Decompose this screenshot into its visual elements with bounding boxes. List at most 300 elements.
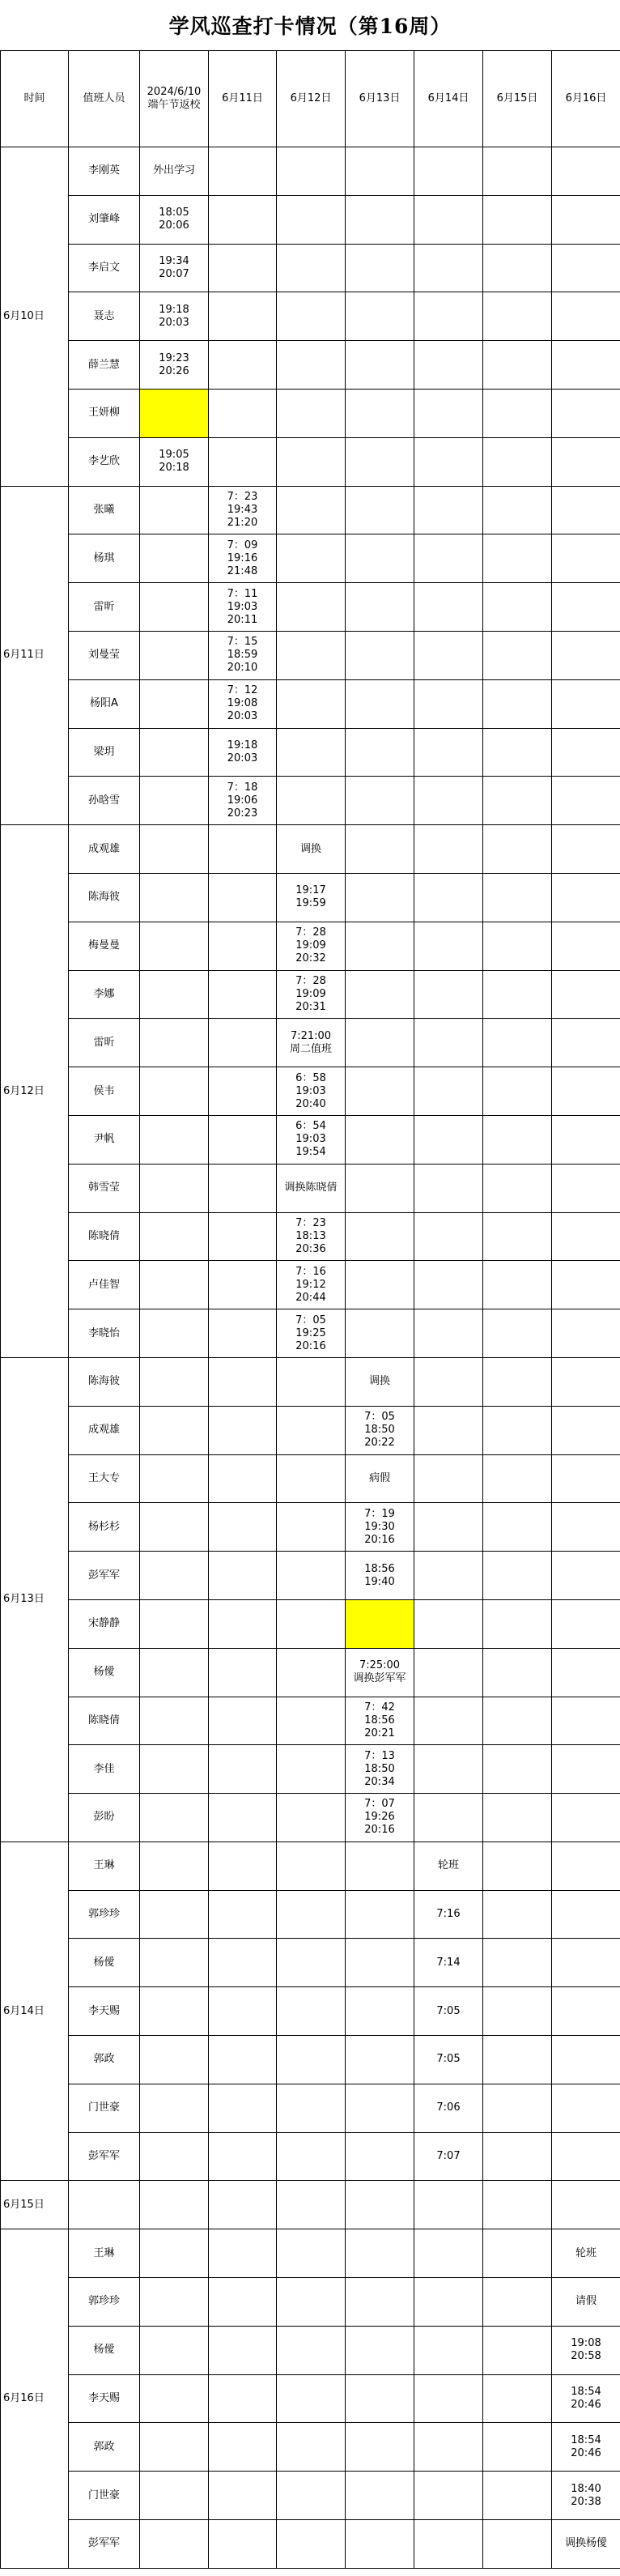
- checkin-cell: [277, 1454, 346, 1503]
- checkin-cell: [209, 1164, 277, 1212]
- person-name-cell: 门世豪: [69, 2084, 140, 2132]
- checkin-cell: [483, 2423, 552, 2472]
- checkin-cell: [414, 244, 483, 292]
- checkin-cell: [277, 1939, 346, 1987]
- checkin-cell: [140, 1309, 209, 1358]
- checkin-cell: [414, 486, 483, 534]
- checkin-cell: [483, 825, 552, 874]
- checkin-cell: [346, 292, 414, 341]
- checkin-cell: [346, 437, 414, 486]
- table-row: [1, 437, 620, 486]
- checkin-cell: [414, 728, 483, 777]
- checkin-cell: [483, 1503, 552, 1552]
- checkin-cell: [140, 922, 209, 970]
- checkin-cell: 7:05: [414, 2036, 483, 2084]
- checkin-cell: [346, 195, 414, 244]
- checkin-cell: [209, 1648, 277, 1697]
- checkin-cell: [346, 2036, 414, 2084]
- table-row: [1, 1067, 620, 1116]
- checkin-cell: [209, 1406, 277, 1454]
- table-row: [1, 1454, 620, 1503]
- checkin-cell: [552, 2181, 620, 2229]
- checkin-cell: [140, 534, 209, 583]
- checkin-cell: [346, 1115, 414, 1164]
- checkin-cell: [552, 1842, 620, 1890]
- checkin-cell: [346, 825, 414, 874]
- checkin-cell: [552, 873, 620, 922]
- table-row: [1, 1697, 620, 1745]
- checkin-cell: [483, 2374, 552, 2423]
- person-name-cell: 郭政: [69, 2036, 140, 2084]
- checkin-cell: 7:16: [414, 1890, 483, 1939]
- table-row: [1, 970, 620, 1019]
- header-date-7: 6月16日: [552, 51, 620, 147]
- table-row: [1, 2229, 620, 2278]
- table-row: [1, 1745, 620, 1794]
- checkin-cell: [277, 583, 346, 632]
- checkin-cell: [483, 2084, 552, 2132]
- checkin-cell: 7：16 19:12 20:44: [277, 1261, 346, 1309]
- checkin-cell: [552, 1406, 620, 1454]
- checkin-cell: [277, 1697, 346, 1745]
- checkin-cell: [209, 1503, 277, 1552]
- checkin-cell: [552, 389, 620, 437]
- checkin-cell: [346, 1164, 414, 1212]
- checkin-cell: [552, 728, 620, 777]
- checkin-cell: [414, 825, 483, 874]
- checkin-cell: [277, 2132, 346, 2181]
- header-date-3: 6月12日: [277, 51, 346, 147]
- checkin-cell: [483, 2181, 552, 2229]
- checkin-cell: [209, 2132, 277, 2181]
- checkin-cell: [209, 1794, 277, 1842]
- checkin-cell: [552, 437, 620, 486]
- table-row: [1, 825, 620, 874]
- highlighted-cell: [140, 389, 209, 437]
- checkin-cell: 18:05 20:06: [140, 195, 209, 244]
- checkin-cell: [552, 1987, 620, 2036]
- checkin-cell: [346, 679, 414, 728]
- person-name-cell: 李佳: [69, 1745, 140, 1794]
- table-row: [1, 1164, 620, 1212]
- checkin-cell: 7：28 19:09 20:31: [277, 970, 346, 1019]
- checkin-cell: [346, 2181, 414, 2229]
- checkin-cell: [483, 873, 552, 922]
- checkin-cell: [277, 1357, 346, 1406]
- person-name-cell: 王大专: [69, 1454, 140, 1503]
- table-row: [1, 1648, 620, 1697]
- checkin-cell: [346, 1212, 414, 1261]
- checkin-cell: [140, 1939, 209, 1987]
- table-row: [1, 583, 620, 632]
- checkin-cell: [552, 583, 620, 632]
- checkin-cell: [483, 1115, 552, 1164]
- checkin-cell: [277, 2036, 346, 2084]
- checkin-cell: [209, 2374, 277, 2423]
- checkin-cell: [346, 970, 414, 1019]
- checkin-cell: [209, 2181, 277, 2229]
- person-name-cell: 卢佳智: [69, 1261, 140, 1309]
- checkin-cell: [414, 2374, 483, 2423]
- table-row: [1, 922, 620, 970]
- checkin-cell: [277, 1987, 346, 2036]
- table-row: [1, 1503, 620, 1552]
- checkin-cell: [209, 2084, 277, 2132]
- checkin-cell: [140, 1552, 209, 1600]
- table-row: [1, 1309, 620, 1358]
- checkin-cell: [552, 1164, 620, 1212]
- checkin-cell: [483, 1164, 552, 1212]
- checkin-cell: [483, 437, 552, 486]
- checkin-cell: 19:23 20:26: [140, 341, 209, 390]
- checkin-cell: [552, 631, 620, 679]
- checkin-cell: [552, 1648, 620, 1697]
- checkin-cell: [209, 2036, 277, 2084]
- checkin-cell: [346, 2084, 414, 2132]
- table-row: [1, 2036, 620, 2084]
- person-name-cell: 宋静静: [69, 1599, 140, 1648]
- checkin-cell: [414, 1019, 483, 1067]
- checkin-cell: [483, 1794, 552, 1842]
- checkin-cell: 7：28 19:09 20:32: [277, 922, 346, 970]
- checkin-cell: [552, 2036, 620, 2084]
- checkin-cell: [209, 389, 277, 437]
- checkin-cell: 7：23 18:13 20:36: [277, 1212, 346, 1261]
- checkin-cell: 18:56 19:40: [346, 1552, 414, 1600]
- checkin-cell: [552, 2132, 620, 2181]
- checkin-cell: [414, 1648, 483, 1697]
- checkin-cell: [483, 631, 552, 679]
- checkin-cell: [277, 1599, 346, 1648]
- checkin-cell: [414, 1599, 483, 1648]
- person-name-cell: 门世豪: [69, 2472, 140, 2520]
- checkin-cell: [414, 2520, 483, 2569]
- person-name-cell: 孙晗雪: [69, 777, 140, 825]
- checkin-cell: [414, 2472, 483, 2520]
- checkin-cell: [414, 195, 483, 244]
- checkin-cell: [346, 1842, 414, 1890]
- table-body: [1, 51, 620, 2569]
- date-cell: 6月14日: [1, 1842, 69, 2181]
- checkin-cell: [209, 1019, 277, 1067]
- table-row: [1, 1939, 620, 1987]
- checkin-cell: [414, 1115, 483, 1164]
- table-row: [1, 2423, 620, 2472]
- checkin-cell: [346, 2423, 414, 2472]
- highlighted-cell: [346, 1599, 414, 1648]
- checkin-cell: [277, 437, 346, 486]
- date-cell: 6月15日: [1, 2181, 69, 2229]
- person-name-cell: 彭军军: [69, 2520, 140, 2569]
- person-name-cell: 薛兰慧: [69, 341, 140, 390]
- checkin-cell: 6：54 19:03 19:54: [277, 1115, 346, 1164]
- checkin-cell: 7:07: [414, 2132, 483, 2181]
- checkin-cell: [483, 970, 552, 1019]
- table-row: [1, 2472, 620, 2520]
- checkin-cell: [414, 1697, 483, 1745]
- checkin-cell: 轮班: [552, 2229, 620, 2278]
- checkin-cell: [552, 292, 620, 341]
- table-row: [1, 292, 620, 341]
- checkin-cell: [277, 1406, 346, 1454]
- checkin-cell: 7：19 19:30 20:16: [346, 1503, 414, 1552]
- checkin-cell: [140, 1794, 209, 1842]
- checkin-cell: [140, 1890, 209, 1939]
- checkin-cell: 19:34 20:07: [140, 244, 209, 292]
- checkin-cell: [414, 292, 483, 341]
- checkin-cell: [209, 1599, 277, 1648]
- checkin-cell: [414, 1212, 483, 1261]
- checkin-cell: 18:54 20:46: [552, 2423, 620, 2472]
- checkin-cell: [209, 147, 277, 196]
- person-name-cell: 彭军军: [69, 1552, 140, 1600]
- checkin-cell: [209, 2423, 277, 2472]
- checkin-cell: [552, 777, 620, 825]
- checkin-cell: [414, 2229, 483, 2278]
- checkin-cell: [277, 147, 346, 196]
- checkin-cell: [346, 486, 414, 534]
- checkin-cell: [140, 1745, 209, 1794]
- checkin-cell: [140, 2132, 209, 2181]
- checkin-cell: [140, 2084, 209, 2132]
- checkin-cell: [414, 1454, 483, 1503]
- checkin-cell: [483, 1890, 552, 1939]
- checkin-cell: [277, 1794, 346, 1842]
- checkin-cell: [552, 147, 620, 196]
- checkin-cell: [140, 486, 209, 534]
- person-name-cell: 陈海彼: [69, 1357, 140, 1406]
- checkin-cell: [277, 2181, 346, 2229]
- checkin-cell: [209, 1987, 277, 2036]
- checkin-cell: 请假: [552, 2278, 620, 2327]
- checkin-cell: [483, 1357, 552, 1406]
- checkin-cell: [552, 1115, 620, 1164]
- checkin-cell: [209, 1067, 277, 1116]
- checkin-cell: [483, 777, 552, 825]
- checkin-cell: [346, 1019, 414, 1067]
- checkin-cell: 7：12 19:08 20:03: [209, 679, 277, 728]
- table-row: [1, 1794, 620, 1842]
- checkin-cell: [414, 2423, 483, 2472]
- person-name-cell: 陈晓倩: [69, 1697, 140, 1745]
- table-row: [1, 341, 620, 390]
- checkin-cell: 19:18 20:03: [140, 292, 209, 341]
- checkin-cell: [277, 728, 346, 777]
- checkin-cell: [277, 1503, 346, 1552]
- checkin-cell: [140, 679, 209, 728]
- checkin-cell: [346, 631, 414, 679]
- checkin-cell: [346, 1309, 414, 1358]
- checkin-cell: [140, 2472, 209, 2520]
- checkin-cell: 7：05 19:25 20:16: [277, 1309, 346, 1358]
- table-row: [1, 1212, 620, 1261]
- checkin-cell: [346, 2374, 414, 2423]
- table-row: [1, 195, 620, 244]
- checkin-cell: [414, 873, 483, 922]
- table-row: [1, 1406, 620, 1454]
- checkin-cell: [552, 1794, 620, 1842]
- checkin-cell: [414, 1503, 483, 1552]
- checkin-cell: [346, 2278, 414, 2327]
- checkin-cell: [483, 922, 552, 970]
- checkin-cell: [140, 2423, 209, 2472]
- checkin-cell: [483, 1309, 552, 1358]
- checkin-cell: [140, 1648, 209, 1697]
- checkin-cell: [277, 679, 346, 728]
- person-name-cell: 雷昕: [69, 583, 140, 632]
- checkin-cell: [414, 1067, 483, 1116]
- checkin-cell: 7:05: [414, 1987, 483, 2036]
- checkin-cell: [277, 292, 346, 341]
- checkin-cell: 7：18 19:06 20:23: [209, 777, 277, 825]
- checkin-cell: [209, 1357, 277, 1406]
- person-name-cell: 郭珍珍: [69, 1890, 140, 1939]
- checkin-cell: [209, 2278, 277, 2327]
- person-name-cell: [69, 2181, 140, 2229]
- table-row: [1, 1842, 620, 1890]
- header-date-1: [140, 51, 209, 147]
- checkin-cell: [483, 2278, 552, 2327]
- checkin-cell: 7：09 19:16 21:48: [209, 534, 277, 583]
- checkin-cell: [140, 1454, 209, 1503]
- checkin-cell: [140, 1599, 209, 1648]
- checkin-cell: [346, 583, 414, 632]
- checkin-cell: [483, 1842, 552, 1890]
- person-name-cell: 成观雄: [69, 1406, 140, 1454]
- checkin-cell: [277, 2374, 346, 2423]
- checkin-cell: 外出学习: [140, 147, 209, 196]
- checkin-cell: [414, 970, 483, 1019]
- checkin-cell: 6：58 19:03 20:40: [277, 1067, 346, 1116]
- checkin-cell: [414, 534, 483, 583]
- checkin-cell: [277, 631, 346, 679]
- checkin-cell: [277, 2229, 346, 2278]
- checkin-cell: 7:25:00 调换彭军军: [346, 1648, 414, 1697]
- checkin-cell: 7:14: [414, 1939, 483, 1987]
- checkin-cell: [483, 195, 552, 244]
- person-name-cell: 杨杉杉: [69, 1503, 140, 1552]
- checkin-cell: 7：05 18:50 20:22: [346, 1406, 414, 1454]
- checkin-cell: [277, 244, 346, 292]
- table-row: [1, 2326, 620, 2374]
- table-row: [1, 679, 620, 728]
- checkin-cell: [140, 2229, 209, 2278]
- checkin-cell: [140, 825, 209, 874]
- table-row: [1, 2181, 620, 2229]
- checkin-cell: [140, 1987, 209, 2036]
- checkin-cell: [209, 1454, 277, 1503]
- checkin-cell: [209, 195, 277, 244]
- table-row: [1, 1019, 620, 1067]
- checkin-cell: [483, 389, 552, 437]
- checkin-cell: [552, 1503, 620, 1552]
- checkin-cell: [552, 1454, 620, 1503]
- checkin-cell: [140, 1406, 209, 1454]
- checkin-cell: [483, 341, 552, 390]
- checkin-cell: [346, 1939, 414, 1987]
- header-person: 值班人员: [69, 51, 140, 147]
- checkin-cell: [140, 1019, 209, 1067]
- checkin-cell: [209, 922, 277, 970]
- checkin-cell: [483, 486, 552, 534]
- checkin-cell: [209, 970, 277, 1019]
- person-name-cell: 李刚英: [69, 147, 140, 196]
- checkin-cell: [483, 1406, 552, 1454]
- checkin-cell: [552, 1599, 620, 1648]
- checkin-cell: [414, 922, 483, 970]
- table-row: [1, 1552, 620, 1600]
- header-date-label: 2024/6/10 端午节返校: [147, 86, 202, 111]
- person-name-cell: 王琳: [69, 1842, 140, 1890]
- checkin-cell: [209, 437, 277, 486]
- checkin-cell: [277, 486, 346, 534]
- person-name-cell: 李天赐: [69, 2374, 140, 2423]
- sheet-title: 学风巡查打卡情况（第16周）: [168, 15, 452, 38]
- checkin-cell: [552, 679, 620, 728]
- checkin-cell: [209, 1697, 277, 1745]
- person-name-cell: 雷昕: [69, 1019, 140, 1067]
- checkin-cell: 7：13 18:50 20:34: [346, 1745, 414, 1794]
- checkin-cell: [483, 1599, 552, 1648]
- checkin-cell: [209, 1842, 277, 1890]
- checkin-cell: [140, 583, 209, 632]
- checkin-cell: 18:40 20:38: [552, 2472, 620, 2520]
- checkin-cell: [483, 1212, 552, 1261]
- checkin-cell: [552, 1697, 620, 1745]
- checkin-cell: [209, 1552, 277, 1600]
- table-row: [1, 1890, 620, 1939]
- checkin-cell: [552, 1212, 620, 1261]
- checkin-cell: [209, 341, 277, 390]
- checkin-cell: [277, 341, 346, 390]
- checkin-cell: [483, 1552, 552, 1600]
- checkin-cell: [552, 1552, 620, 1600]
- table-row: [1, 1987, 620, 2036]
- header-row: [1, 51, 620, 147]
- table-row: [1, 873, 620, 922]
- checkin-cell: [140, 2036, 209, 2084]
- table-row: [1, 486, 620, 534]
- checkin-cell: [277, 1552, 346, 1600]
- checkin-cell: [552, 244, 620, 292]
- table-row: [1, 1261, 620, 1309]
- checkin-cell: [552, 1745, 620, 1794]
- date-cell: 6月10日: [1, 147, 69, 487]
- table-row: [1, 728, 620, 777]
- checkin-cell: [346, 2132, 414, 2181]
- checkin-cell: [277, 534, 346, 583]
- checkin-cell: [140, 2374, 209, 2423]
- checkin-cell: [277, 777, 346, 825]
- checkin-cell: [414, 1745, 483, 1794]
- checkin-cell: [414, 341, 483, 390]
- date-cell: 6月13日: [1, 1357, 69, 1842]
- checkin-cell: [140, 2520, 209, 2569]
- person-name-cell: 彭军军: [69, 2132, 140, 2181]
- checkin-cell: 7:21:00 周二值班: [277, 1019, 346, 1067]
- header-date-5: 6月14日: [414, 51, 483, 147]
- checkin-cell: [277, 2423, 346, 2472]
- checkin-cell: [483, 1648, 552, 1697]
- checkin-cell: 调换: [277, 825, 346, 874]
- checkin-cell: [140, 631, 209, 679]
- checkin-cell: [346, 2326, 414, 2374]
- person-name-cell: 杨琪: [69, 534, 140, 583]
- checkin-cell: [414, 2326, 483, 2374]
- checkin-cell: [209, 244, 277, 292]
- checkin-cell: 19:17 19:59: [277, 873, 346, 922]
- checkin-cell: [552, 534, 620, 583]
